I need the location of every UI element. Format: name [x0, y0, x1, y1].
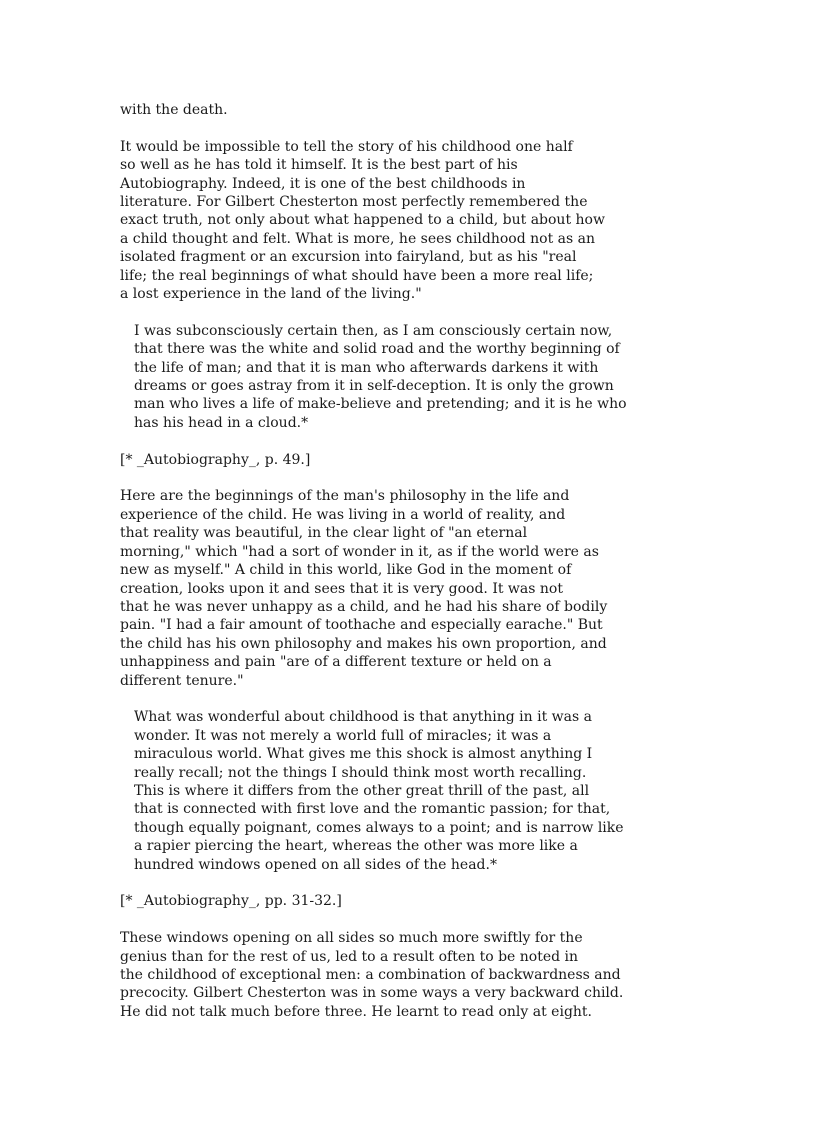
text-line: dreams or goes astray from it in self-deception. It is only the grown	[134, 378, 614, 395]
text-line: [* _Autobiography_, pp. 31-32.]	[120, 893, 342, 910]
text-line: These windows opening on all sides so much more swiftly for the	[120, 930, 583, 947]
text-line: life; the real beginnings of what should have been a more real life;	[120, 267, 594, 284]
text-line: really recall; not the things I should think most worth recalling.	[134, 764, 587, 781]
text-line: miraculous world. What gives me this shock is almost anything I	[134, 746, 593, 763]
text-line: hundred windows opened on all sides of the head.*	[134, 856, 497, 873]
text-line: a child thought and felt. What is more, he sees childhood not as an	[120, 230, 596, 247]
text-line: exact truth, not only about what happened to a child, but about how	[120, 212, 605, 229]
text-line: though equally poignant, comes always to a point; and is narrow like	[134, 819, 624, 836]
paragraph	[120, 892, 780, 910]
text-line: the child has his own philosophy and makes his own proportion, and	[120, 635, 607, 652]
text-line: man who lives a life of make-believe and pretending; and it is he who	[134, 396, 627, 413]
text-line: genius than for the rest of us, led to a result often to be noted in	[120, 948, 579, 965]
text-line: I was subconsciously certain then, as I am consciously certain now,	[134, 322, 613, 339]
text-line: creation, looks upon it and sees that it is very good. It was not	[120, 580, 563, 597]
text-line: Here are the beginnings of the man's philosophy in the life and	[120, 488, 570, 505]
text-line: new as myself." A child in this world, like God in the moment of	[120, 562, 572, 579]
text-line: the childhood of exceptional men: a combination of backwardness and	[120, 966, 621, 983]
text-line: morning," which "had a sort of wonder in it, as if the world were as	[120, 543, 599, 560]
text-line: that he was never unhappy as a child, and he had his share of bodily	[120, 598, 608, 615]
block-quote	[134, 708, 780, 874]
text-line: has his head in a cloud.*	[134, 414, 309, 431]
paragraph	[120, 487, 780, 689]
text-line: a rapier piercing the heart, whereas the other was more like a	[134, 838, 578, 855]
text-line: He did not talk much before three. He learnt to read only at eight.	[120, 1003, 592, 1020]
text-line: that is connected with first love and the romantic passion; for that,	[134, 801, 611, 818]
block-quote	[134, 322, 780, 432]
text-line: precocity. Gilbert Chesterton was in some ways a very backward child.	[120, 985, 624, 1002]
document-page	[120, 101, 780, 1040]
text-line: This is where it differs from the other great thrill of the past, all	[134, 782, 590, 799]
text-line: It would be impossible to tell the story of his childhood one half	[120, 138, 573, 155]
text-line: that reality was beautiful, in the clear light of "an eternal	[120, 525, 528, 542]
text-line: Autobiography. Indeed, it is one of the best childhoods in	[120, 175, 526, 192]
text-line: [* _Autobiography_, p. 49.]	[120, 451, 311, 468]
text-line: unhappiness and pain "are of a different texture or held on a	[120, 654, 552, 671]
text-line: a lost experience in the land of the living."	[120, 286, 422, 303]
text-line: literature. For Gilbert Chesterton most perfectly remembered the	[120, 194, 588, 211]
text-line: with the death.	[120, 102, 228, 118]
text-line: so well as he has told it himself. It is the best part of his	[120, 157, 518, 174]
text-line: What was wonderful about childhood is that anything in it was a	[134, 709, 592, 726]
paragraph	[120, 451, 780, 469]
text-line: that there was the white and solid road and the worthy beginning of	[134, 341, 620, 358]
paragraph	[120, 101, 780, 119]
text-line: experience of the child. He was living in a world of reality, and	[120, 506, 566, 523]
text-line: isolated fragment or an excursion into fairyland, but as his "real	[120, 249, 577, 266]
text-line: different tenure."	[120, 672, 244, 689]
text-line: wonder. It was not merely a world full of miracles; it was a	[134, 727, 552, 744]
paragraph	[120, 929, 780, 1021]
text-line: pain. "I had a fair amount of toothache and especially earache." But	[120, 617, 603, 634]
paragraph	[120, 138, 780, 304]
text-line: the life of man; and that it is man who afterwards darkens it with	[134, 359, 599, 376]
